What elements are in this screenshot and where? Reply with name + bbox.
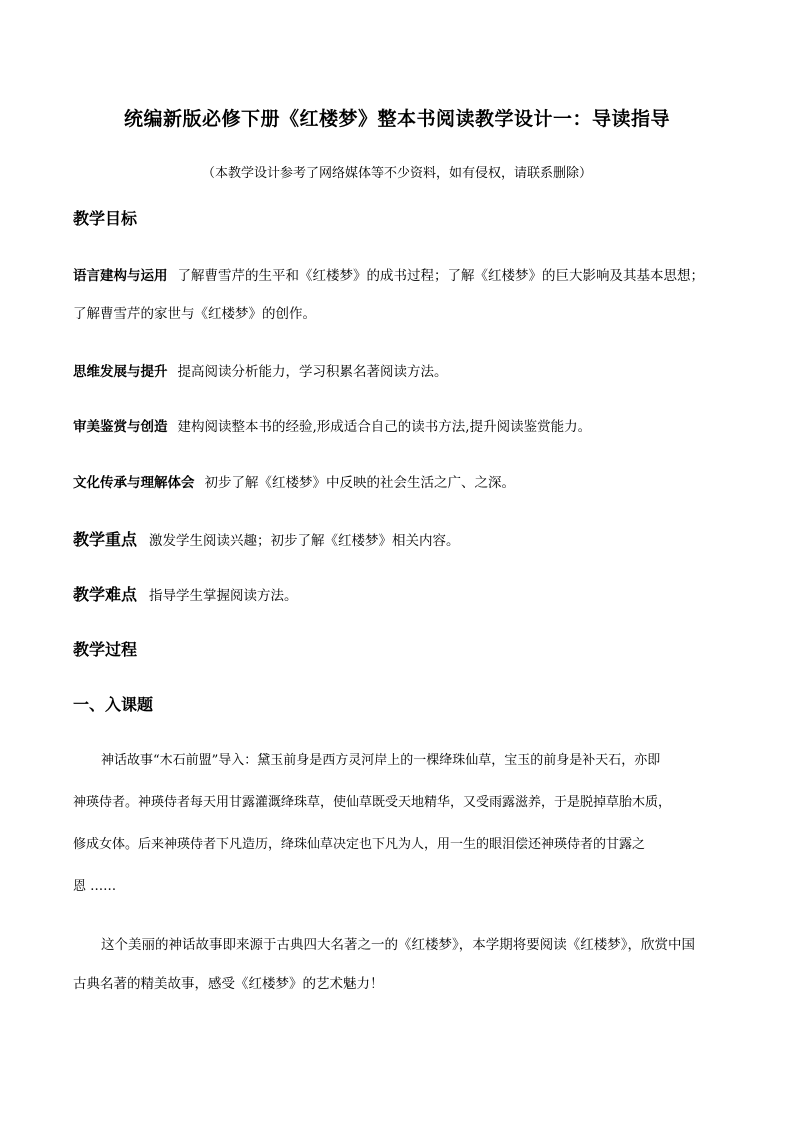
difficult-point-text: 指导学生掌握阅读方法。: [149, 588, 298, 604]
goal-culture-label: 文化传承与理解体会: [73, 475, 195, 491]
intro-line: 古典名著的精美故事，感受《红楼梦》的艺术魅力！: [73, 976, 384, 992]
goal-culture: [73, 471, 733, 491]
goal-culture-text: 初步了解《红楼梦》中反映的社会生活之广、之深。: [204, 475, 515, 491]
myth-line: 修成女体。后来神瑛侍者下凡造历，绛珠仙草决定也下凡为人，用一生的眼泪偿还神瑛侍者的甘露之: [73, 837, 646, 852]
goal-language: [73, 264, 733, 284]
goal-language-text: 了解曹雪芹的生平和《红楼梦》的成书过程；了解《红楼梦》的巨大影响及其基本思想；: [177, 268, 704, 284]
intro-line: 这个美丽的神话故事即来源于古典四大名著之一的《红楼梦》，本学期将要阅读《红楼梦》，欣赏中国: [101, 937, 695, 953]
key-point: [73, 527, 460, 550]
goal-thinking-text: 提高阅读分析能力，学习积累名著阅读方法。: [177, 364, 448, 380]
document-title: 统编新版必修下册《红楼梦》整本书阅读教学设计一：导读指导: [123, 108, 670, 130]
goal-aesthetic-text: 建构阅读整本书的经验,形成适合自己的读书方法,提升阅读鉴赏能力。: [177, 419, 592, 435]
key-point-label: 教学重点: [73, 530, 138, 549]
difficult-point: [73, 582, 298, 605]
goal-thinking-label: 思维发展与提升: [73, 364, 168, 380]
key-point-text: 激发学生阅读兴趣；初步了解《红楼梦》相关内容。: [149, 533, 460, 549]
myth-line: 神话故事“木石前盟”导入：黛玉前身是西方灵河岸上的一棵绛珠仙草，宝玉的前身是补天石，亦即: [101, 753, 661, 768]
goals-heading: 教学目标: [73, 209, 138, 228]
goal-language-cont: 了解曹雪芹的家世与《红楼梦》的创作。: [73, 306, 316, 322]
myth-line: 恩 ……: [73, 879, 117, 894]
goal-aesthetic: [73, 415, 733, 435]
goal-language-label: 语言建构与运用: [73, 268, 168, 284]
process-heading: 教学过程: [73, 640, 138, 659]
section1-heading: 一、入课题: [73, 695, 154, 714]
myth-line: 神瑛侍者。神瑛侍者每天用甘露灌溉绛珠草，使仙草既受天地精华，又受雨露滋养，于是脱掉草胎木质，: [73, 795, 672, 810]
goal-aesthetic-label: 审美鉴赏与创造: [73, 419, 168, 435]
goal-thinking: [73, 360, 733, 380]
document-subtitle: （本教学设计参考了网络媒体等不少资料，如有侵权，请联系删除）: [201, 166, 592, 181]
difficult-point-label: 教学难点: [73, 585, 138, 604]
